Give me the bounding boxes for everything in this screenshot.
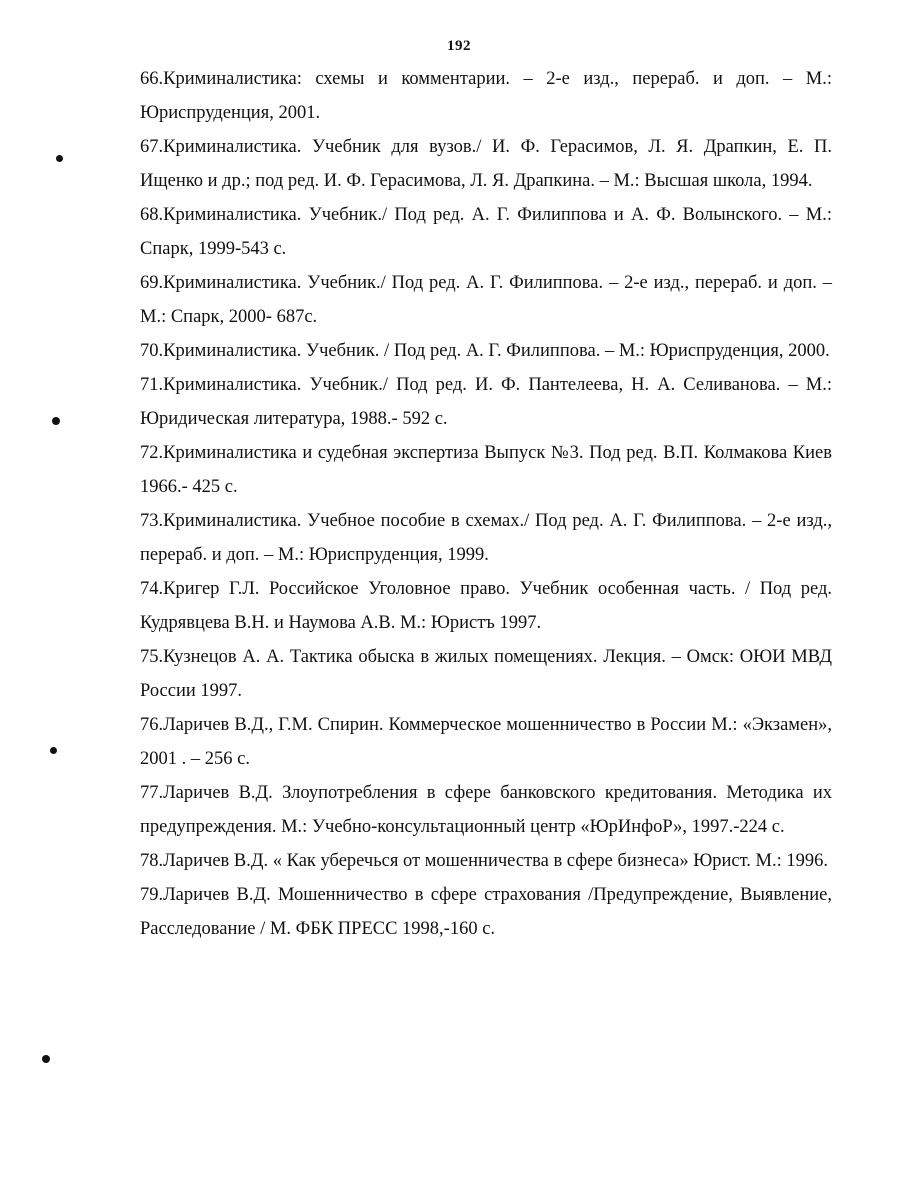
page-number: 192 xyxy=(447,38,471,54)
bibliography-entry: 77.Ларичев В.Д. Злоупотребления в сфере банковского кредитования. Методика их предупреждения. М.: Учебно-консультационный центр «ЮрИнфоР», 1997.-224 с. xyxy=(140,783,832,837)
bibliography-entry: 66.Криминалистика: схемы и комментарии. – 2-е изд., перераб. и доп. – М.: Юриспруденция, 2001. xyxy=(140,69,832,123)
bibliography-list xyxy=(140,62,832,946)
bibliography-entry: 73.Криминалистика. Учебное пособие в схемах./ Под ред. А. Г. Филиппова. – 2-е изд., перераб. и доп. – М.: Юриспруденция, 1999. xyxy=(140,511,832,565)
bibliography-entry: 78.Ларичев В.Д. « Как уберечься от мошенничества в сфере бизнеса» Юрист. М.: 1996. xyxy=(140,851,829,871)
margin-mark xyxy=(42,1055,50,1063)
margin-mark xyxy=(56,155,63,162)
bibliography-entry: 76.Ларичев В.Д., Г.М. Спирин. Коммерческое мошенничество в России М.: «Экзамен», 2001 . – 256 с. xyxy=(140,715,832,769)
bibliography-entry: 74.Кригер Г.Л. Российское Уголовное право. Учебник особенная часть. / Под ред. Кудрявцева В.Н. и Наумова А.В. М.: Юристъ 1997. xyxy=(140,579,832,633)
bibliography-entry: 70.Криминалистика. Учебник. / Под ред. А. Г. Филиппова. – М.: Юриспруденция, 2000. xyxy=(140,341,830,361)
bibliography-entry: 69.Криминалистика. Учебник./ Под ред. А. Г. Филиппова. – 2-е изд., перераб. и доп. – М.: Спарк, 2000- 687с. xyxy=(140,273,832,327)
margin-mark xyxy=(52,417,60,425)
bibliography-entry: 79.Ларичев В.Д. Мошенничество в сфере страхования /Предупреждение, Выявление, Расследование / М. ФБК ПРЕСС 1998,-160 с. xyxy=(140,885,832,939)
bibliography-entry: 67.Криминалистика. Учебник для вузов./ И. Ф. Герасимов, Л. Я. Драпкин, Е. П. Ищенко и др.; под ред. И. Ф. Герасимова, Л. Я. Драпкина. – М.: Высшая школа, 1994. xyxy=(140,137,832,191)
margin-mark xyxy=(50,747,57,754)
bibliography-entry: 68.Криминалистика. Учебник./ Под ред. А. Г. Филиппова и А. Ф. Волынского. – М.: Спарк, 1999-543 с. xyxy=(140,205,832,259)
bibliography-entry: 75.Кузнецов А. А. Тактика обыска в жилых помещениях. Лекция. – Омск: ОЮИ МВД России 1997. xyxy=(140,647,832,701)
bibliography-entry: 71.Криминалистика. Учебник./ Под ред. И. Ф. Пантелеева, Н. А. Селиванова. – М.: Юридическая литература, 1988.- 592 с. xyxy=(140,375,832,429)
bibliography-entry: 72.Криминалистика и судебная экспертиза Выпуск №3. Под ред. В.П. Колмакова Киев 1966.- 425 с. xyxy=(140,443,832,497)
